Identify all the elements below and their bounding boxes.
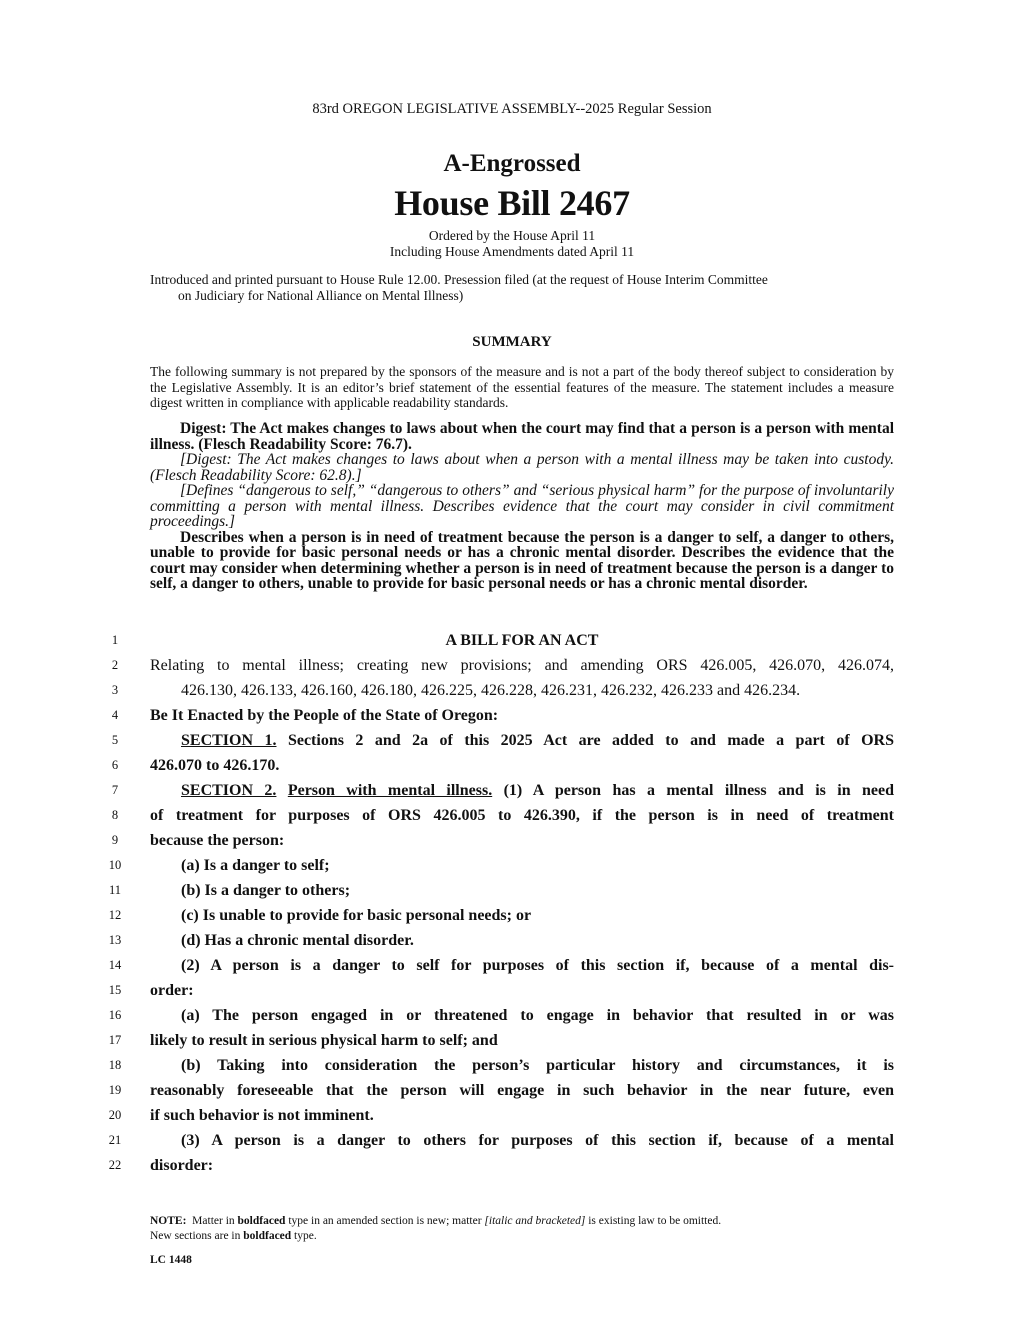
bill-line	[0, 978, 1024, 1003]
bill-line	[0, 778, 1024, 803]
bill-line	[0, 1103, 1024, 1128]
introduction	[150, 272, 894, 304]
bill-line	[0, 903, 1024, 928]
summary-heading: SUMMARY	[472, 334, 552, 350]
defines-old: [Defines “dangerous to self,” “dangerous to others” and “serious physical harm” for the purpose of involuntarily committing a person with mental illness. Describes evidence that the court may consider in civil commitment proceedings.]	[150, 482, 894, 530]
line-number: 19	[108, 1083, 122, 1097]
line-number: 11	[108, 883, 122, 897]
note-text: is existing law to be omitted.	[588, 1215, 722, 1227]
intro-line-1: Introduced and printed pursuant to House Rule 12.00. Presession filed (at the request of House Interim Committee	[150, 272, 768, 287]
line-number: 13	[108, 933, 122, 947]
digest-old: [Digest: The Act makes changes to laws about when a person with a mental illness may be taken into custody. (Flesch Readability Score: 62.8).]	[150, 451, 894, 484]
line-number: 6	[111, 758, 119, 772]
line-text: order:	[150, 982, 194, 999]
bill-line	[0, 628, 1024, 653]
note-italic: [italic and bracketed]	[484, 1215, 586, 1227]
line-number: 15	[108, 983, 122, 997]
section-label: SECTION 2.	[181, 782, 277, 799]
bill-line	[0, 728, 1024, 753]
line-number: 2	[111, 658, 119, 672]
line-number: 12	[108, 908, 122, 922]
section-heading: Person with mental illness.	[287, 782, 493, 799]
line-text: Relating to mental illness; creating new provisions; and amending ORS 426.005, 426.070, 426.074,	[150, 657, 894, 674]
line-number: 14	[108, 958, 122, 972]
bill-line	[0, 878, 1024, 903]
line-text: reasonably foreseeable that the person will engage in such behavior in the near future, even	[150, 1082, 894, 1099]
section-label: SECTION 1.	[181, 732, 277, 749]
line-number: 5	[111, 733, 119, 747]
bill-line	[0, 678, 1024, 703]
bill-line	[0, 703, 1024, 728]
note-label: NOTE:	[150, 1215, 187, 1227]
line-text	[181, 778, 894, 803]
line-number: 20	[108, 1108, 122, 1122]
bill-line	[0, 1003, 1024, 1028]
summary-text: The following summary is not prepared by the sponsors of the measure and is not a part of the body thereof subject to consideration by the Legislative Assembly. It is an editor’s brief statement of the essential features of the measure. The statement includes a measure digest written in compliance with applicable readability standards.	[150, 364, 894, 410]
line-number: 9	[111, 833, 119, 847]
line-text: likely to result in serious physical harm to self; and	[150, 1032, 498, 1049]
describes-new: Describes when a person is in need of treatment because the person is a danger to self, a danger to others, unable to provide for basic personal needs or has a chronic mental disorder. Describes the evidence that the court may consider when determining whether a person is in need of treatment because the person is a danger to self, a danger to others, unable to provide for basic personal needs or has a chronic mental disorder.	[150, 528, 894, 592]
note-bold: boldfaced	[237, 1215, 286, 1227]
note-bold: boldfaced	[243, 1230, 292, 1242]
digest-new: Digest: The Act makes changes to laws about when the court may find that a person is a person with mental illness. (Flesch Readability Score: 76.7).	[150, 420, 894, 453]
intro-line-2: on Judiciary for National Alliance on Mental Illness)	[178, 288, 464, 303]
line-number: 21	[108, 1133, 122, 1147]
bill-line	[0, 1078, 1024, 1103]
line-text: of treatment for purposes of ORS 426.005 to 426.390, if the person is in need of treatment	[150, 807, 894, 824]
bill-line	[0, 828, 1024, 853]
line-number: 16	[108, 1008, 122, 1022]
line-number: 17	[108, 1033, 122, 1047]
bill-title: House Bill 2467	[394, 183, 630, 223]
note-text: type.	[294, 1230, 317, 1242]
line-text: (b) Is a danger to others;	[181, 882, 351, 899]
bill-heading: A BILL FOR AN ACT	[445, 632, 599, 649]
line-text: 426.070 to 426.170.	[150, 757, 280, 774]
bill-line	[0, 928, 1024, 953]
bill-line	[0, 953, 1024, 978]
bill-line	[0, 803, 1024, 828]
bill-line	[0, 1153, 1024, 1178]
line-text: (d) Has a chronic mental disorder.	[181, 932, 414, 949]
line-text: (b) Taking into consideration the person’s particular history and circumstances, it is	[181, 1057, 894, 1074]
bill-line	[0, 853, 1024, 878]
line-number: 3	[111, 683, 119, 697]
bill-line	[0, 753, 1024, 778]
line-text: (3) A person is a danger to others for purposes of this section if, because of a mental	[181, 1132, 894, 1149]
line-number: 1	[111, 633, 119, 647]
line-text: if such behavior is not imminent.	[150, 1107, 374, 1124]
line-text: (a) The person engaged in or threatened to engage in behavior that resulted in or was	[181, 1007, 894, 1024]
line-text: because the person:	[150, 832, 285, 849]
line-body: (1) A person has a mental illness and is in need	[503, 782, 894, 799]
note-text: type in an amended section is new; matter	[288, 1215, 482, 1227]
note-text: Matter in	[192, 1215, 235, 1227]
line-number: 10	[108, 858, 122, 872]
line-text: disorder:	[150, 1157, 214, 1174]
bill-line	[0, 1053, 1024, 1078]
line-number: 8	[111, 808, 119, 822]
session-header: 83rd OREGON LEGISLATIVE ASSEMBLY--2025 Regular Session	[312, 101, 712, 117]
ordered-line-2: Including House Amendments dated April 11	[389, 244, 635, 259]
digest-block	[150, 421, 894, 592]
bill-line	[0, 1128, 1024, 1153]
enacting-clause: Be It Enacted by the People of the State of Oregon:	[150, 707, 499, 724]
bill-line	[0, 653, 1024, 678]
line-body: Sections 2 and 2a of this 2025 Act are added to and made a part of ORS	[287, 732, 895, 749]
note-text: New sections are in	[150, 1230, 241, 1242]
ordered-line-1: Ordered by the House April 11	[428, 228, 596, 243]
line-number: 4	[111, 708, 119, 722]
line-text	[181, 728, 894, 753]
engrossed-label: A-Engrossed	[443, 150, 581, 177]
footer-note	[150, 1214, 894, 1244]
bill-line	[0, 1028, 1024, 1053]
line-number: 18	[108, 1058, 122, 1072]
lc-number: LC 1448	[150, 1254, 192, 1266]
line-text: 426.130, 426.133, 426.160, 426.180, 426.225, 426.228, 426.231, 426.232, 426.233 and 426.234.	[181, 682, 801, 699]
line-text: (a) Is a danger to self;	[181, 857, 330, 874]
line-text: (2) A person is a danger to self for purposes of this section if, because of a mental dis-	[181, 957, 894, 974]
line-text: (c) Is unable to provide for basic personal needs; or	[181, 907, 532, 924]
line-number: 22	[108, 1158, 122, 1172]
line-number: 7	[111, 783, 119, 797]
